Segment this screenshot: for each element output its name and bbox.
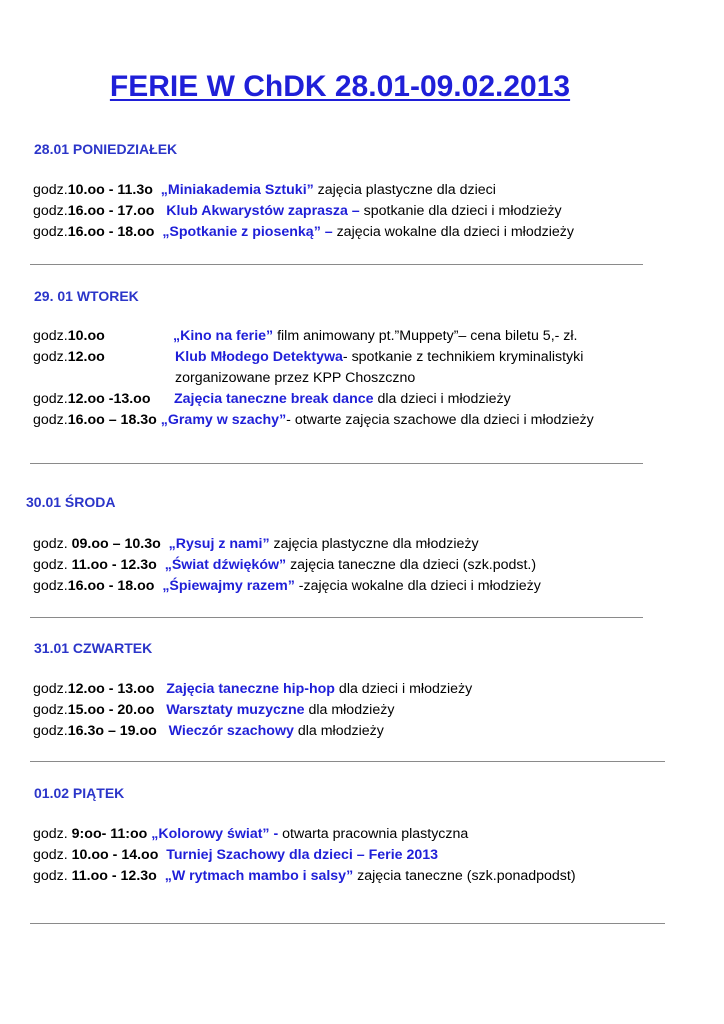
entry-desc: spotkanie dla dzieci i młodzieży xyxy=(359,203,562,219)
day-heading: 30.01 ŚRODA xyxy=(26,494,116,510)
entry-event: Klub Młodego Detektywa xyxy=(175,349,343,365)
schedule-entry xyxy=(33,700,394,720)
schedule-entry xyxy=(33,845,438,865)
section-divider xyxy=(30,264,643,265)
entry-desc: zajęcia taneczne (szk.ponadpodst) xyxy=(353,868,576,884)
entry-prefix: godz. xyxy=(33,847,72,863)
entry-time: 11.oo - 12.3o xyxy=(71,557,157,573)
entry-event: Klub Akwarystów zaprasza – xyxy=(166,203,360,219)
schedule-entry xyxy=(33,866,576,886)
schedule-entry xyxy=(33,201,562,221)
entry-desc: dla młodzieży xyxy=(304,702,395,718)
entry-desc: otwarta pracownia plastyczna xyxy=(278,826,469,842)
entry-event: „Miniakademia Sztuki” xyxy=(160,182,314,198)
entry-event: „Kolorowy świat” - xyxy=(151,826,279,842)
entry-time: 16.oo - 18.oo xyxy=(67,578,155,594)
day-heading: 28.01 PONIEDZIAŁEK xyxy=(34,141,178,157)
entry-event: „Śpiewajmy razem” xyxy=(162,578,295,594)
entry-time: 10.oo - 11.3o xyxy=(67,182,153,198)
schedule-entry xyxy=(33,555,536,575)
entry-event: Zajęcia taneczne hip-hop xyxy=(166,681,335,697)
entry-event: „Kino na ferie” xyxy=(173,328,274,344)
entry-prefix: godz. xyxy=(33,557,72,573)
entry-desc: dla młodzieży xyxy=(293,723,384,739)
schedule-entry xyxy=(33,347,653,367)
entry-prefix: godz. xyxy=(33,328,68,344)
schedule-entry xyxy=(33,721,384,741)
entry-event: Wieczór szachowy xyxy=(168,723,294,739)
entry-prefix: godz. xyxy=(33,182,68,198)
entry-time: 16.oo - 18.oo xyxy=(67,224,155,240)
entry-event: Turniej Szachowy dla dzieci – Ferie 2013 xyxy=(166,847,439,863)
section-divider xyxy=(30,923,665,924)
day-heading: 01.02 PIĄTEK xyxy=(34,785,125,801)
schedule-entry xyxy=(33,534,479,554)
entry-prefix: godz. xyxy=(33,391,68,407)
entry-time: 16.oo - 17.oo xyxy=(67,203,155,219)
day-heading: 29. 01 WTOREK xyxy=(34,288,139,304)
entry-time: 12.oo xyxy=(67,349,105,365)
entry-desc: dla dzieci i młodzieży xyxy=(373,391,511,407)
schedule-entry xyxy=(33,679,472,699)
entry-prefix: godz. xyxy=(33,224,68,240)
entry-desc: film animowany pt.”Muppety”– cena biletu 5,- zł. xyxy=(273,328,578,344)
entry-time: 09.oo – 10.3o xyxy=(71,536,161,552)
entry-time: 12.oo - 13.oo xyxy=(67,681,155,697)
schedule-entry xyxy=(33,389,653,409)
section-divider xyxy=(30,617,643,618)
entry-prefix: godz. xyxy=(33,826,72,842)
schedule-entry xyxy=(33,576,541,596)
entry-prefix: godz. xyxy=(33,412,68,428)
entry-time: 16.3o – 19.oo xyxy=(67,723,157,739)
page-title: FERIE W ChDK 28.01-09.02.2013 xyxy=(109,70,571,103)
entry-time: 9:oo- 11:oo xyxy=(71,826,148,842)
entry-desc: - otwarte zajęcia szachowe dla dzieci i młodzieży xyxy=(286,412,594,428)
section-divider xyxy=(30,463,643,464)
entry-event: Warsztaty muzyczne xyxy=(166,702,305,718)
entry-desc: zajęcia plastyczne dla młodzieży xyxy=(269,536,479,552)
entry-desc: dla dzieci i młodzieży xyxy=(334,681,473,697)
schedule-entry xyxy=(33,222,574,242)
entry-event: „Rysuj z nami” xyxy=(168,536,270,552)
entry-desc: zajęcia wokalne dla dzieci i młodzieży xyxy=(332,224,574,240)
entry-desc: -zajęcia wokalne dla dzieci i młodzieży xyxy=(294,578,541,594)
entry-desc: - spotkanie z technikiem kryminalistyki xyxy=(342,349,584,365)
entry-time: 15.oo - 20.oo xyxy=(67,702,155,718)
entry-prefix: godz. xyxy=(33,868,72,884)
entry-desc: zajęcia plastyczne dla dzieci xyxy=(313,182,496,198)
schedule-entry xyxy=(33,824,468,844)
entry-prefix: godz. xyxy=(33,203,68,219)
entry-time: 12.oo -13.oo xyxy=(67,391,151,407)
entry-prefix: godz. xyxy=(33,702,68,718)
section-divider xyxy=(30,761,665,762)
entry-time: 11.oo - 12.3o xyxy=(71,868,157,884)
entry-prefix: godz. xyxy=(33,578,68,594)
schedule-entry xyxy=(33,180,496,200)
entry-prefix: godz. xyxy=(33,681,68,697)
entry-time: 10.oo xyxy=(67,328,105,344)
entry-event: „W rytmach mambo i salsy” xyxy=(164,868,354,884)
entry-time: 16.oo – 18.3o xyxy=(67,412,157,428)
day-heading: 31.01 CZWARTEK xyxy=(34,640,153,656)
schedule-entry xyxy=(33,326,653,346)
entry-prefix: godz. xyxy=(33,349,68,365)
entry-event: „Świat dźwięków” xyxy=(164,557,287,573)
schedule-entry xyxy=(33,410,594,430)
entry-event: „Spotkanie z piosenką” – xyxy=(162,224,333,240)
entry-prefix: godz. xyxy=(33,723,68,739)
entry-event: Zajęcia taneczne break dance xyxy=(174,391,374,407)
entry-time: 10.oo - 14.oo xyxy=(71,847,159,863)
entry-event: „Gramy w szachy” xyxy=(160,412,287,428)
entry-continuation: zorganizowane przez KPP Choszczno xyxy=(175,370,416,386)
entry-prefix: godz. xyxy=(33,536,72,552)
entry-desc: zajęcia taneczne dla dzieci (szk.podst.) xyxy=(286,557,537,573)
